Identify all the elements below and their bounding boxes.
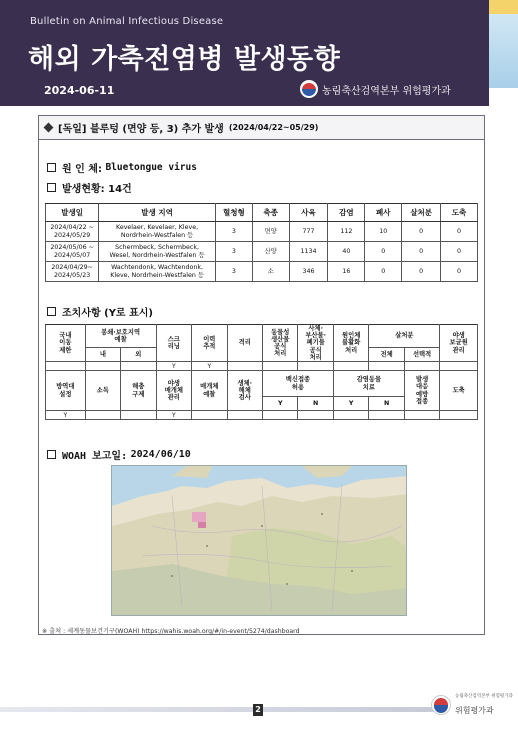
slaughtered-cell: 0	[441, 242, 478, 262]
serotype-cell: 3	[215, 222, 252, 242]
measure-value	[333, 411, 368, 420]
page-title: 해외 가축전염병 발생동향	[28, 44, 341, 75]
slaughtered-cell: 0	[441, 222, 478, 242]
table-row	[46, 242, 478, 262]
measure-header: 감염동물 치료	[333, 371, 404, 397]
pathogen-value: Bluetongue virus	[105, 162, 197, 173]
woah-line	[47, 447, 191, 462]
measure-header: 이력 추적	[192, 325, 227, 362]
dead-cell: 10	[365, 222, 402, 242]
checkbox-icon	[47, 163, 56, 172]
measures-table	[45, 324, 478, 420]
infected-cell: 16	[328, 262, 365, 282]
measure-subheader: 내	[85, 347, 120, 361]
col-header: 축종	[252, 204, 289, 222]
measure-value	[440, 362, 478, 371]
agency-logo-icon	[300, 80, 318, 98]
measure-header: 매개체 예찰	[192, 371, 227, 411]
woah-date: 2024/06/10	[130, 449, 191, 460]
species-cell: 면양	[252, 222, 289, 242]
measure-header: 해충 구제	[121, 371, 156, 411]
col-header: 발생 지역	[99, 204, 216, 222]
table-row	[46, 222, 478, 242]
source-note: ※ 출처 : 세계동물보건기구(WOAH) https://wahis.woah.org/#/in-event/5274/dashboard	[42, 628, 300, 635]
measure-value	[298, 411, 333, 420]
measures-value-row	[46, 362, 478, 371]
slaughtered-cell: 0	[441, 262, 478, 282]
footer-dept: 위험평가과	[455, 706, 494, 715]
measure-value	[404, 362, 439, 371]
measure-value	[262, 362, 297, 371]
measure-value: Y	[156, 411, 191, 420]
measure-header: 생체· 해체 검사	[227, 371, 262, 411]
measure-subheader: Y	[262, 397, 297, 411]
region-cell: Wachtendonk, Wachtendonk, Kleve, Nordrhein-Westfalen 등	[99, 262, 216, 282]
measure-value	[369, 411, 404, 420]
dead-cell: 0	[365, 242, 402, 262]
outbreak-table	[45, 203, 478, 282]
culled-cell: 0	[402, 262, 441, 282]
measure-subheader: N	[369, 397, 404, 411]
measures-header-row	[46, 325, 478, 348]
measure-value	[85, 362, 120, 371]
measure-header: 발생 대응 예방 접종	[404, 371, 439, 411]
report-date: 2024-06-11	[44, 84, 115, 97]
pathogen-line	[47, 160, 197, 175]
agency-logo-icon	[431, 695, 451, 715]
date-cell: 2024/04/29~ 2024/05/23	[46, 262, 99, 282]
serotype-cell: 3	[215, 242, 252, 262]
map-image	[112, 466, 407, 616]
measure-header: 사체· 부산물· 폐기물 공식 처리	[298, 325, 333, 362]
outbreak-map	[111, 465, 407, 616]
measure-subheader: 외	[121, 347, 156, 361]
measure-header: 격리	[227, 325, 262, 362]
measure-header: 야생 매개체 관리	[156, 371, 191, 411]
measure-value: Y	[46, 411, 86, 420]
measure-value	[121, 411, 156, 420]
measures-value-row-2	[46, 411, 478, 420]
measure-header: 방역대 설정	[46, 371, 86, 411]
measures-label: 조치사항 (Y로 표시)	[62, 308, 153, 319]
card-heading-period: (2024/04/22~05/29)	[228, 123, 319, 132]
col-header: 폐사	[365, 204, 402, 222]
col-header: 도축	[441, 204, 478, 222]
measures-header-row-2	[46, 371, 478, 397]
status-label: 발생현황:	[62, 184, 105, 195]
header-accent-stripe	[489, 0, 518, 14]
region-cell: Schermbeck, Schermbeck, Wesel, Nordrhein-Westfalen 등	[99, 242, 216, 262]
col-header: 사육	[289, 204, 328, 222]
measure-value: Y	[192, 362, 227, 371]
measures-line	[47, 304, 153, 319]
checkbox-icon	[47, 307, 56, 316]
infected-cell: 112	[328, 222, 365, 242]
checkbox-icon	[47, 450, 56, 459]
measure-value	[121, 362, 156, 371]
measure-header: 원인체 불활화 처리	[333, 325, 368, 362]
pathogen-label: 원 인 체:	[62, 164, 102, 175]
table-row	[46, 262, 478, 282]
measure-value	[227, 411, 262, 420]
card-heading-text: [독일] 블루텅 (면양 등, 3) 추가 발생	[58, 124, 224, 135]
footer-agency: 농림축산검역본부 위험평가과	[455, 694, 513, 699]
measure-header: 국내 이동 제한	[46, 325, 86, 362]
measure-subheader: 전체	[369, 347, 404, 361]
diamond-bullet-icon	[44, 123, 54, 133]
measure-header: 소독	[85, 371, 120, 411]
measure-subheader: 선택적	[404, 347, 439, 361]
measure-value	[404, 411, 439, 420]
measure-subheader: Y	[333, 397, 368, 411]
species-cell: 소	[252, 262, 289, 282]
col-header: 감염	[328, 204, 365, 222]
outbreak-header-row	[46, 204, 478, 222]
date-cell: 2024/05/06 ~ 2024/05/07	[46, 242, 99, 262]
measure-header: 스크 리닝	[156, 325, 191, 362]
measure-header: 봉쇄·보호지역 예찰	[85, 325, 156, 348]
measure-value	[85, 411, 120, 420]
measure-header: 동물성 생산물 공식 처리	[262, 325, 297, 362]
region-cell: Kevelaer, Kevelaer, Kleve, Nordrhein-Westfalen 등	[99, 222, 216, 242]
measure-value	[227, 362, 262, 371]
checkbox-icon	[47, 183, 56, 192]
page-header	[0, 0, 489, 106]
date-cell: 2024/04/22 ~ 2024/05/29	[46, 222, 99, 242]
measure-value	[262, 411, 297, 420]
measure-header: 야생 보균원 관리	[440, 325, 478, 362]
measure-value: Y	[156, 362, 191, 371]
measure-value	[46, 362, 86, 371]
raised-cell: 346	[289, 262, 328, 282]
woah-label: WOAH 보고일:	[62, 451, 128, 462]
measure-header: 도축	[440, 371, 478, 411]
measure-value	[192, 411, 227, 420]
culled-cell: 0	[402, 222, 441, 242]
status-line	[47, 180, 132, 195]
bulletin-label: Bulletin on Animal Infectious Disease	[30, 16, 224, 27]
status-value: 14건	[108, 184, 132, 195]
agency-name: 농림축산검역본부 위험평가과	[322, 85, 451, 97]
page-number: 2	[253, 704, 263, 716]
dead-cell: 0	[365, 262, 402, 282]
report-card	[38, 115, 485, 635]
measure-value	[298, 362, 333, 371]
col-header: 살처분	[402, 204, 441, 222]
culled-cell: 0	[402, 242, 441, 262]
measure-header: 살처분	[369, 325, 440, 348]
raised-cell: 1134	[289, 242, 328, 262]
raised-cell: 777	[289, 222, 328, 242]
measure-value	[333, 362, 368, 371]
measure-header: 백신접종 허용	[262, 371, 333, 397]
agency-label	[300, 80, 451, 98]
species-cell: 산양	[252, 242, 289, 262]
col-header: 발생일	[46, 204, 99, 222]
infected-cell: 40	[328, 242, 365, 262]
measure-value	[440, 411, 478, 420]
measure-subheader: N	[298, 397, 333, 411]
col-header: 혈청형	[215, 204, 252, 222]
footer-bar	[0, 707, 440, 712]
card-heading	[39, 116, 484, 140]
measure-value	[369, 362, 404, 371]
serotype-cell: 3	[215, 262, 252, 282]
